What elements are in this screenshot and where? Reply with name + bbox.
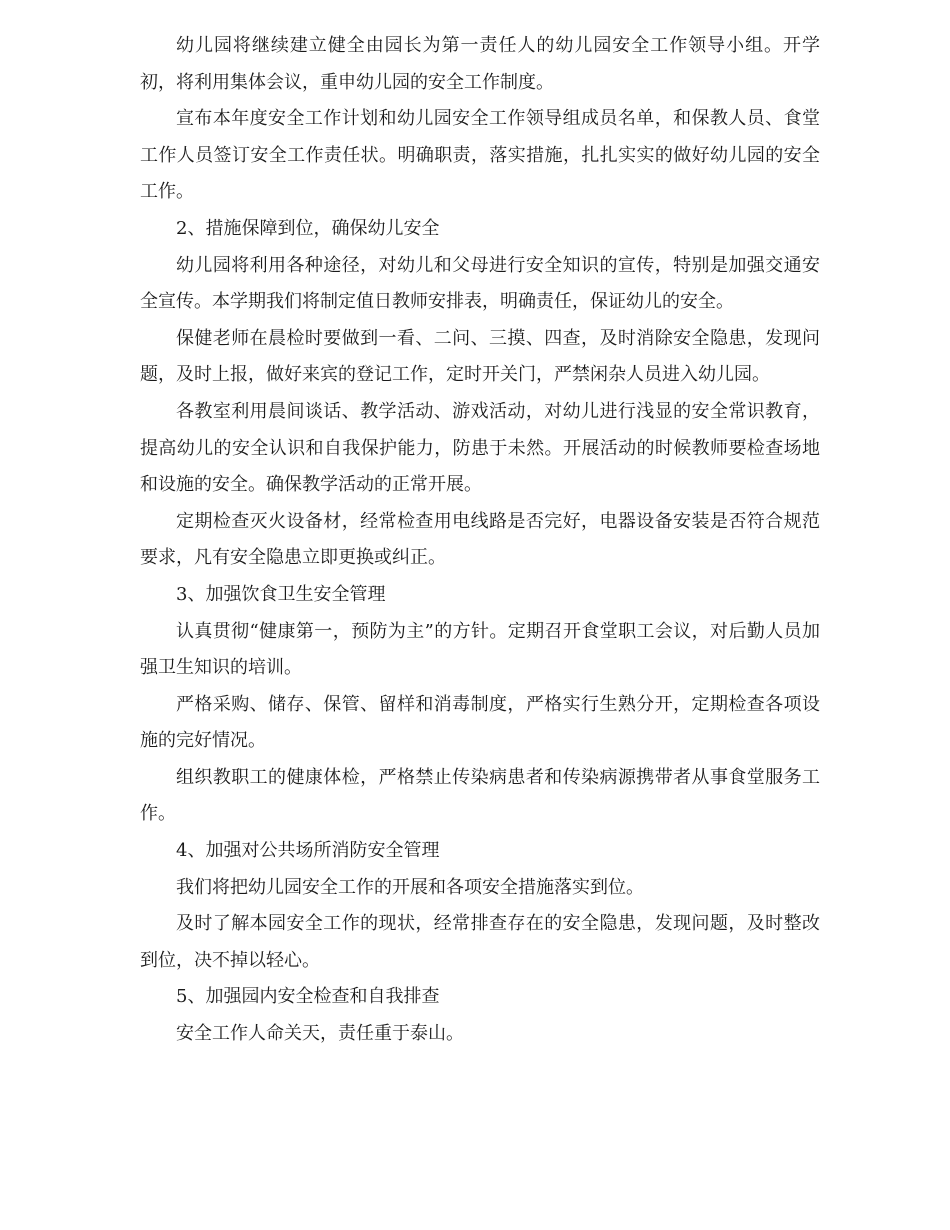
paragraph-purchasing-rules: 严格采购、储存、保管、留样和消毒制度，严格实行生熟分开，定期检查各项设施的完好情况。 (140, 693, 820, 752)
section-heading-4: 4、加强对公共场所消防安全管理 (176, 840, 440, 862)
paragraph-intro-leadership: 幼儿园将继续建立健全由园长为第一责任人的幼儿园安全工作领导小组。开学初，将利用集体会议，重申幼儿园的安全工作制度。 (140, 35, 820, 93)
paragraph-annual-plan: 宣布本年度安全工作计划和幼儿园安全工作领导组成员名单，和保教人员、食堂工作人员签订安全工作责任状。明确职责，落实措施，扎扎实实的做好幼儿园的安全工作。 (140, 108, 820, 203)
paragraph-classroom-education: 各教室利用晨间谈话、教学活动、游戏活动，对幼儿进行浅显的安全常识教育，提高幼儿的安全认识和自我保护能力，防患于未然。开展活动的时候教师要检查场地和设施的安全。确保教学活动的正常开展。 (140, 400, 820, 496)
paragraph-fire-equipment: 定期检查灭火设备材，经常检查用电线路是否完好，电器设备安装是否符合规范要求，凡有安全隐患立即更换或纠正。 (140, 510, 820, 569)
section-heading-2: 2、措施保障到位，确保幼儿安全 (176, 217, 440, 239)
document-page (140, 28, 820, 1053)
paragraph-closing: 安全工作人命关天，责任重于泰山。 (176, 1023, 464, 1045)
paragraph-morning-check: 保健老师在晨检时要做到一看、二问、三摸、四查，及时消除安全隐患，发现问题，及时上报，做好来宾的登记工作，定时开关门，严禁闲杂人员进入幼儿园。 (140, 327, 820, 386)
paragraph-hazard-review: 及时了解本园安全工作的现状，经常排查存在的安全隐患，发现问题，及时整改到位，决不掉以轻心。 (140, 913, 820, 971)
paragraph-health-policy: 认真贯彻“健康第一，预防为主”的方针。定期召开食堂职工会议，对后勤人员加强卫生知识的培训。 (140, 620, 820, 679)
section-heading-3: 3、加强饮食卫生安全管理 (176, 583, 386, 605)
paragraph-safety-publicity: 幼儿园将利用各种途径，对幼儿和父母进行安全知识的宣传，特别是加强交通安全宣传。本学期我们将制定值日教师安排表，明确责任，保证幼儿的安全。 (140, 254, 820, 313)
paragraph-implementation: 我们将把幼儿园安全工作的开展和各项安全措施落实到位。 (176, 876, 644, 898)
section-heading-5: 5、加强园内安全检查和自我排查 (176, 986, 440, 1008)
paragraph-staff-checkup: 组织教职工的健康体检，严格禁止传染病患者和传染病源携带者从事食堂服务工作。 (140, 766, 820, 825)
